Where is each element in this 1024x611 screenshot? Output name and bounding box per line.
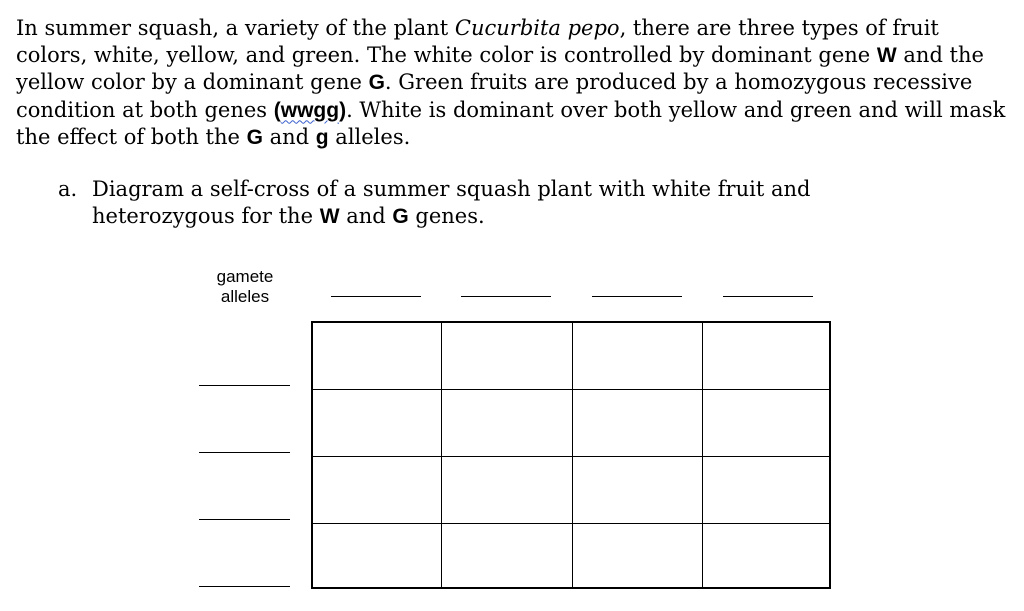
punnett-cell[interactable] — [313, 390, 442, 457]
punnett-cell[interactable] — [573, 390, 703, 457]
question-a-text-3: genes. — [408, 204, 485, 228]
intro-text-7: alleles. — [328, 125, 411, 149]
punnett-cell[interactable] — [703, 524, 829, 587]
punnett-cell[interactable] — [703, 457, 829, 524]
gamete-label-line1: gamete — [216, 267, 274, 286]
intro-paragraph — [16, 15, 1016, 152]
intro-text-5: . White is dominant over both yellow and green and will mask the effect of both the — [16, 97, 1006, 149]
punnett-cell[interactable] — [442, 390, 573, 457]
top-gamete-blank[interactable] — [461, 296, 551, 297]
question-a-text — [92, 176, 958, 230]
punnett-cell[interactable] — [442, 524, 573, 587]
allele-g: g — [315, 126, 329, 149]
gene-W: W — [876, 43, 897, 67]
genotype-wwgg: wwgg — [280, 98, 340, 122]
punnett-cell[interactable] — [313, 457, 442, 524]
punnett-cell[interactable] — [703, 390, 829, 457]
punnett-square — [311, 321, 831, 589]
left-gamete-blank[interactable] — [199, 452, 290, 453]
punnett-cell[interactable] — [573, 323, 703, 390]
gamete-alleles-label — [200, 267, 290, 307]
intro-text-3: and the yellow color by a dominant gene — [16, 42, 984, 94]
punnett-cell[interactable] — [703, 323, 829, 390]
punnett-cell[interactable] — [442, 457, 573, 524]
question-a-gene-W: W — [319, 205, 340, 228]
intro-text-1: In summer squash, a variety of the plant — [16, 16, 455, 40]
intro-text-2: , there are three types of fruit colors, white, yellow, and green. The white color is controlled by dominant gene — [16, 16, 939, 67]
question-a — [58, 176, 958, 230]
gamete-label-line2: alleles — [220, 287, 270, 306]
punnett-cell[interactable] — [442, 323, 573, 390]
top-gamete-blank[interactable] — [723, 296, 813, 297]
genotype-close-paren: ) — [339, 98, 347, 122]
top-gamete-blank[interactable] — [331, 296, 421, 297]
question-a-text-1: Diagram a self-cross of a summer squash plant with white fruit and heterozygous for the — [92, 177, 811, 228]
allele-G: G — [246, 126, 263, 149]
top-gamete-blank[interactable] — [592, 296, 682, 297]
punnett-cell[interactable] — [573, 524, 703, 587]
species-name: Cucurbita pepo — [454, 16, 620, 40]
punnett-cell[interactable] — [573, 457, 703, 524]
question-a-text-2: and — [339, 204, 393, 228]
gene-G: G — [368, 71, 385, 94]
question-a-gene-G: G — [392, 205, 409, 228]
punnett-cell[interactable] — [313, 524, 442, 587]
question-a-letter: a. — [58, 177, 78, 201]
left-gamete-blank[interactable] — [199, 586, 290, 587]
genotype-open-paren: ( — [273, 98, 281, 122]
punnett-cell[interactable] — [313, 323, 442, 390]
intro-text-6: and — [262, 125, 316, 149]
left-gamete-blank[interactable] — [199, 519, 290, 520]
left-gamete-blank[interactable] — [199, 385, 290, 386]
intro-text-4: . Green fruits are produced by a homozygous recessive condition at both genes — [16, 70, 973, 122]
